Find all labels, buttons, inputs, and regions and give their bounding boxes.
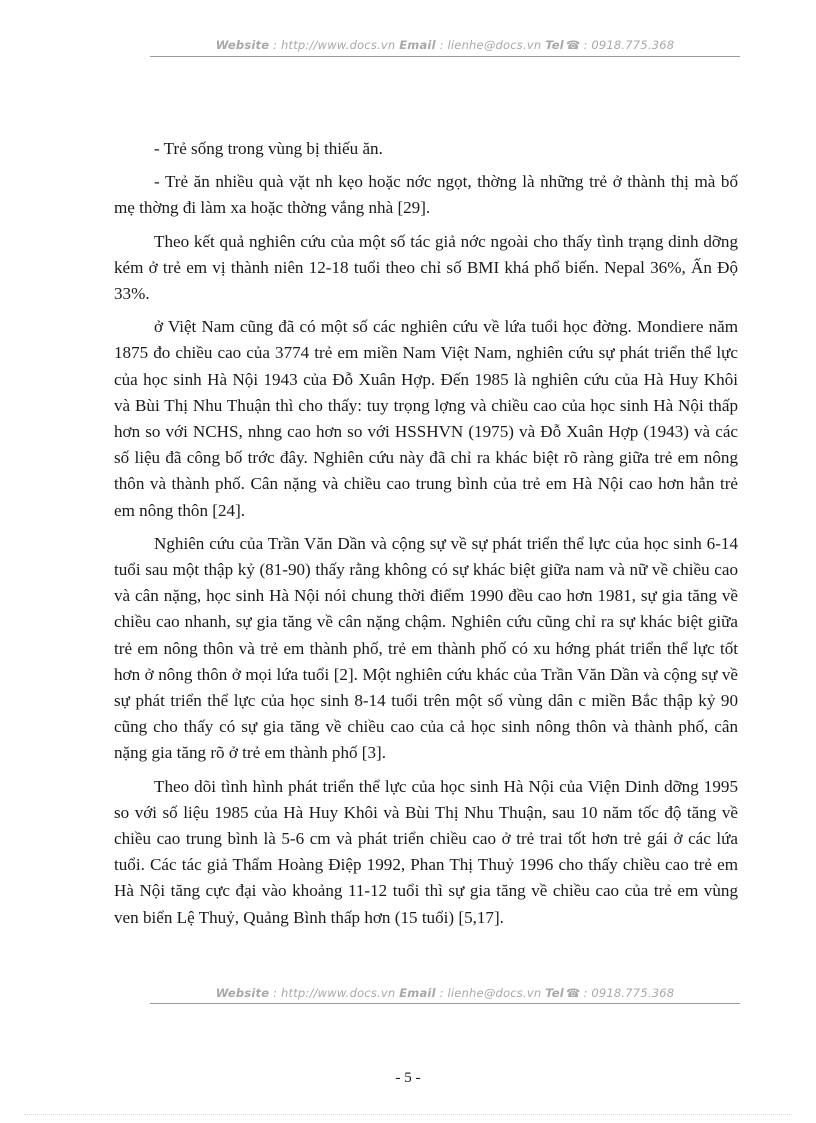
document-body xyxy=(114,136,738,938)
paragraph-2: - Trẻ ăn nhiều quà vặt nh kẹo hoặc nớc ngọt, thờng là những trẻ ở thành thị mà bố mẹ thờng đi làm xa hoặc thờng vắng nhà [29]. xyxy=(114,172,738,218)
footer-website-url[interactable]: : http://www.docs.vn xyxy=(269,986,400,1000)
paragraph-6: Theo dõi tình hình phát triển thể lực của học sinh Hà Nội của Viện Dinh dỡng 1995 so với số liệu 1985 của Hà Huy Khôi và Bùi Thị Nhu Thuận, sau 10 năm tốc độ tăng về chiều cao trung bình là 5-6 cm và phát triển chiều cao ở trẻ trai tốt hơn trẻ gái ở các lứa tuổi. Các tác giả Thẩm Hoàng Điệp 1992, Phan Thị Thuỷ 1996 cho thấy chiều cao trẻ em Hà Nội tăng cực đại vào khoảng 11-12 tuổi thì sự gia tăng về chiều cao của trẻ em vùng ven biển Lệ Thuỷ, Quảng Bình thấp hơn (15 tuổi) [5,17]. xyxy=(114,776,738,927)
page-header xyxy=(150,38,740,52)
footer-tel-number: : 0918.775.368 xyxy=(583,986,675,1000)
website-url[interactable]: : http://www.docs.vn xyxy=(269,38,400,52)
footer-rule xyxy=(150,1003,740,1004)
tel-label: Tel xyxy=(545,38,564,52)
email-label: Email xyxy=(399,38,436,52)
paragraph-5: Nghiên cứu của Trần Văn Dần và cộng sự về sự phát triển thể lực của học sinh 6-14 tuổi sau một thập kỷ (81-90) thấy rằng không có sự khác biệt giữa nam và nữ về chiều cao và cân nặng, học sinh Hà Nội nói chung thời điểm 1990 đều cao hơn 1981, sự gia tăng về chiều cao nhanh, sự gia tăng về cân nặng chậm. Nghiên cứu cũng chỉ ra sự khác biệt giữa trẻ em nông thôn và trẻ em thành phố, trẻ em thành phố có xu hớng phát triển thể lực tốt hơn ở nông thôn ở mọi lứa tuổi [2]. Một nghiên cứu khác của Trần Văn Dần và cộng sự về sự phát triển thể lực của học sinh 8-14 tuổi trên một số vùng dân c miền Bắc thập kỷ 90 cũng cho thấy có sự gia tăng về chiều cao của cả học sinh nông thôn và thành phố, cân nặng gia tăng rõ ở trẻ em thành phố [3]. xyxy=(114,533,738,763)
footer-tel-label: Tel xyxy=(545,986,564,1000)
paragraph-4: ở Việt Nam cũng đã có một số các nghiên cứu về lứa tuổi học đờng. Mondiere năm 1875 đo chiều cao của 3774 trẻ em miền Nam Việt Nam, nghiên cứu sự phát triển thể lực của học sinh Hà Nội 1943 của Đỗ Xuân Hợp. Đến 1985 là nghiên cứu của Hà Huy Khôi và Bùi Thị Nhu Thuận thì cho thấy: tuy trọng lợng và chiều cao của học sinh Hà Nội thấp hơn so với NCHS, nhng cao hơn so với HSSHVN (1975) và Đỗ Xuân Hợp (1943) và các số liệu đã công bố trớc đây. Nghiên cứu này đã chỉ ra khác biệt rõ ràng giữa trẻ em nông thôn và thành phố. Cân nặng và chiều cao trung bình của trẻ em Hà Nội cao hơn hẳn trẻ em nông thôn [24]. xyxy=(114,317,738,520)
tel-number: : 0918.775.368 xyxy=(583,38,675,52)
footer-email-address[interactable]: : lienhe@docs.vn xyxy=(435,986,546,1000)
footer-email-label: Email xyxy=(399,986,436,1000)
email-address[interactable]: : lienhe@docs.vn xyxy=(435,38,546,52)
website-label: Website xyxy=(215,38,270,52)
paragraph-3: Theo kết quả nghiên cứu của một số tác giả nớc ngoài cho thấy tình trạng dinh dỡng kém ở trẻ em vị thành niên 12-18 tuổi theo chỉ số BMI khá phổ biến. Nepal 36%, Ấn Độ 33%. xyxy=(114,231,738,304)
phone-icon: ☎ xyxy=(565,38,581,52)
header-rule xyxy=(150,56,740,57)
footer-website-label: Website xyxy=(215,986,270,1000)
page-number: - 5 - xyxy=(395,1070,421,1086)
bottom-dotted-line xyxy=(24,1114,792,1115)
page-footer xyxy=(150,986,740,1000)
footer-phone-icon: ☎ xyxy=(565,986,581,1000)
paragraph-1: - Trẻ sống trong vùng bị thiếu ăn. xyxy=(154,139,383,158)
